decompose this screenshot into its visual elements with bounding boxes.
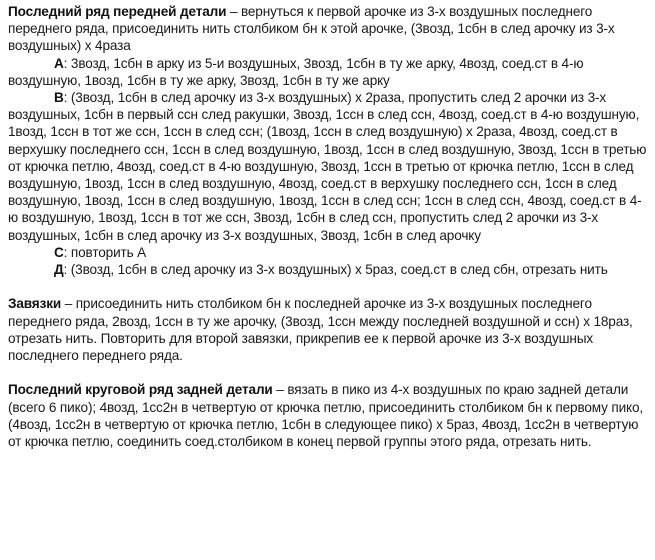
step-c-label: С	[54, 244, 64, 260]
step-a-label: А	[54, 55, 64, 71]
step-b	[8, 89, 650, 244]
back-last-round-text: – вязать в пико из 4-х воздушных по краю задней детали (всего 6 пико); 4возд, 1сс2н в четвертую от крючка петлю, присоединить столбиком бн к первому пико, (4возд, 1сс2н в четвертую от крючка петлю, 1сбн в следующее пико) х 5раз, 4возд, 1сс2н в четвертую от крючка петлю, соединить соед.столбиком в конец первой группы этого ряда, отрезать нить.	[8, 382, 644, 450]
step-a	[8, 55, 650, 89]
ties-section	[8, 295, 650, 364]
step-c	[8, 244, 650, 261]
step-b-label: В	[54, 90, 64, 106]
ties-text: – присоединить нить столбиком бн к последней арочке из 3-х воздушных последнего переднего ряда, 2возд, 1ссн в ту же арочку, (3возд, 1ссн между последней воздушной и ссн) х 18раз, отрезать нить. Повторить для второй завязки, прикрепив ее к первой арочке из 3-х воздушных последнего переднего ряда.	[8, 296, 633, 364]
step-d-text: : (3возд, 1сбн в след арочку из 3-х воздушных) х 5раз, соед.ст в след сбн, отрезать нить	[63, 262, 608, 278]
ties-title: Завязки	[8, 296, 62, 312]
step-c-text: : повторить А	[63, 244, 147, 260]
step-d	[8, 261, 650, 278]
ties-paragraph	[8, 295, 650, 364]
front-last-row-section	[8, 3, 650, 278]
step-b-text: : (3возд, 1сбн в след арочку из 3-х воздушных) х 2раза, пропустить след 2 арочки из 3-х воздушных, 1сбн в первый ссн след ракушки, 3возд, 1ссн в след ссн, 4возд, соед.ст в 4-ю воздушную, 1возд, 1ссн в тот же ссн, 1ссн в след ссн; (1возд, 1ссн в след воздушную) х 2раза, 4возд, соед.ст в верхушку последнего ссн, 1ссн в след воздушную, 1возд, 1ссн в след воздушную, 3возд, 1ссн в третью от крючка петлю, 4возд, соед.ст в 4-ю воздушную, 3возд, 1ссн в третью от крючка петлю, 1ссн в след воздушную, 1возд, 1ссн в след воздушную, 4возд, соед.ст в верхушку последнего ссн, 1ссн в след воздушную, 1возд, 1ссн в след воздушную, 1возд, 1ссн в след ссн; 1ссн в след ссн, 4возд, соед.ст в 4-ю воздушную, 1возд, 1ссн в тот же ссн, 3возд, 1сбн в след ссн, пропустить след 2 арочки из 3-х воздушных, 1сбн в след арочку из 3-х воздушных, 3возд, 1сбн в след арочку	[8, 90, 647, 243]
back-last-round-paragraph	[8, 381, 650, 450]
back-last-round-section	[8, 381, 650, 450]
step-d-label: Д	[54, 262, 64, 278]
step-a-text: : 3возд, 1сбн в арку из 5-и воздушных, 3возд, 1сбн в ту же арку, 4возд, соед.ст в 4-ю воздушную, 1возд, 1сбн в ту же арку, 3возд, 1сбн в ту же арку	[8, 55, 584, 88]
back-last-round-title: Последний круговой ряд задней детали	[8, 382, 273, 398]
front-last-row-intro	[8, 3, 650, 55]
document-body	[8, 3, 650, 450]
front-last-row-title: Последний ряд передней детали	[8, 4, 227, 19]
front-last-row-intro-text: – вернуться к первой арочке из 3-х воздушных последнего переднего ряда, присоединить нить столбиком бн к этой арочке, (3возд, 1сбн в след арочку из 3-х воздушных) х 4раза	[8, 4, 615, 54]
